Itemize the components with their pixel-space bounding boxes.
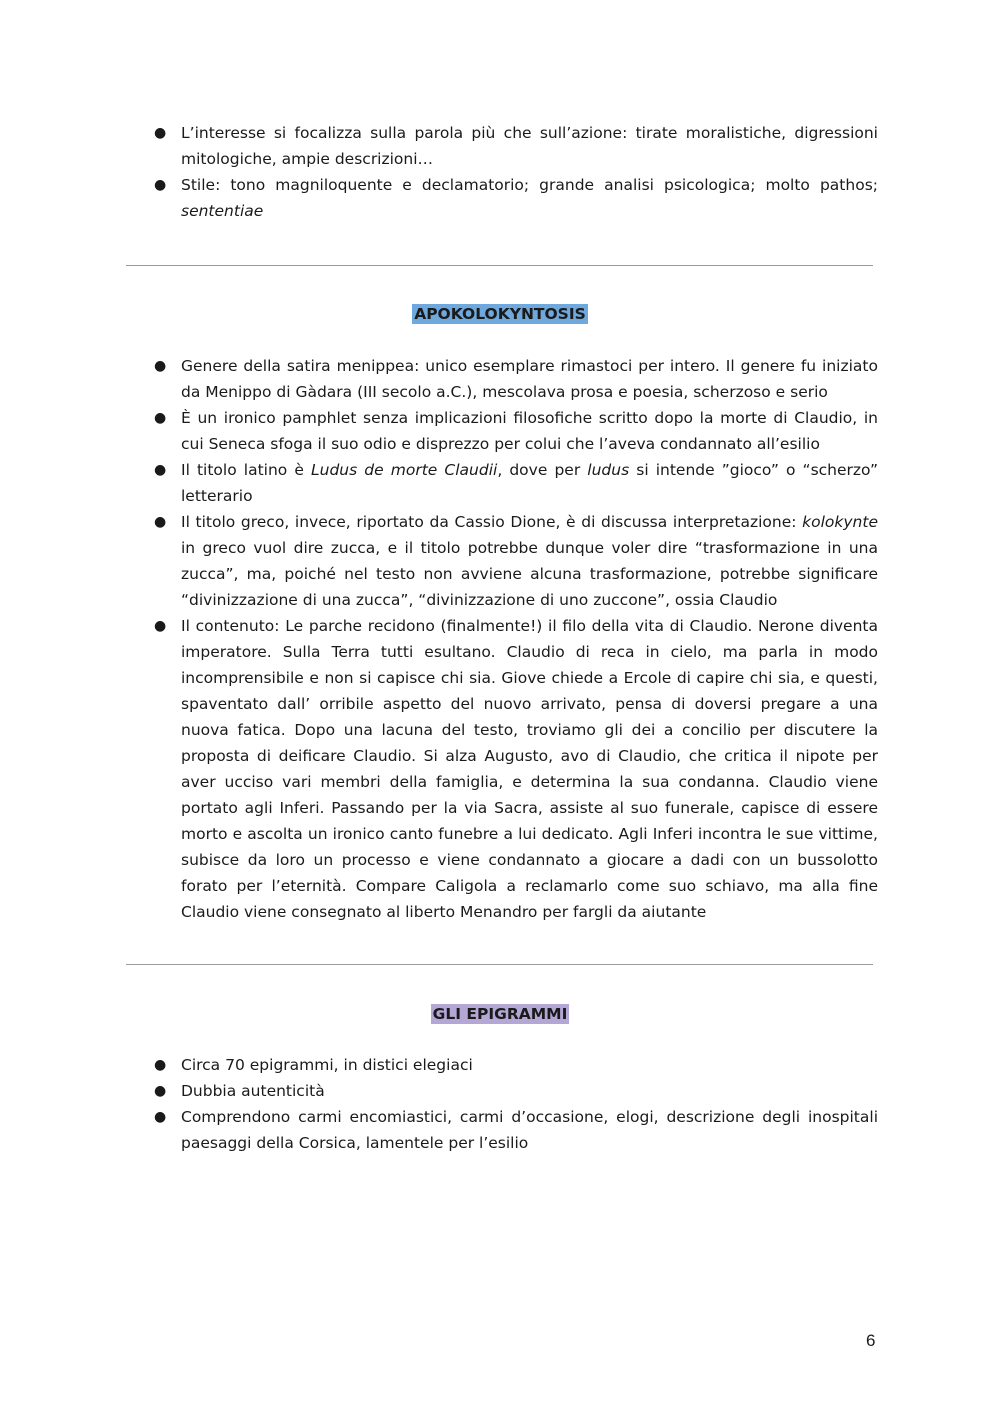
section-heading-apokolokyntosis <box>0 303 1000 325</box>
text-run: Dubbia autenticità <box>181 1082 325 1100</box>
list-item <box>154 457 878 509</box>
intro-list <box>154 120 878 224</box>
text-run: Il contenuto: Le parche recidono (finalmente!) il filo della vita di Claudio. Nerone diventa imperatore. Sulla Terra tutti esultano. Claudio di reca in cielo, ma parla in modo incomprensibile e non si capisce chi sia. Giove chiede a Ercole di capire chi sia, e questi, spaventato dall’ orribile aspetto del nuovo arrivato, pensa di doversi pregare a una nuova fatica. Dopo una lacuna del testo, troviamo gli dei a concilio per discutere la proposta di deificare Claudio. Si alza Augusto, avo di Claudio, che critica il nipote per aver ucciso vari membri della famiglia, e determina la sua condanna. Claudio viene portato agli Inferi. Passando per la via Sacra, assiste al suo funerale, capisce di essere morto e ascolta un ironico canto funebre a lui dedicato. Agli Inferi incontra le sue vittime, subisce da loro un processo e viene condannato a giocare a dadi con un bussolotto forato per l’eternità. Compare Caligola a reclamarlo come suo schiavo, ma alla fine Claudio viene consegnato al liberto Menandro per fargli da aiutante <box>181 617 878 921</box>
bullet-icon: ● <box>154 358 167 374</box>
italic-text: sententiae <box>181 202 264 220</box>
page-number: 6 <box>866 1331 876 1350</box>
text-run: Il titolo greco, invece, riportato da Cassio Dione, è di discussa interpretazione: <box>181 513 803 531</box>
list-item <box>154 172 878 224</box>
section-heading-epigrammi <box>0 1003 1000 1025</box>
section-divider <box>126 265 873 266</box>
italic-text: kolokynte <box>802 513 878 531</box>
list-item <box>154 1052 878 1078</box>
section-divider <box>126 964 873 965</box>
heading-highlight: GLI EPIGRAMMI <box>432 1005 568 1023</box>
bullet-icon: ● <box>154 1057 167 1073</box>
epigrammi-list <box>154 1052 878 1156</box>
text-run: Il titolo latino è <box>181 461 311 479</box>
list-item <box>154 353 878 405</box>
text-run: in greco vuol dire zucca, e il titolo potrebbe dunque voler dire “trasformazione in una zucca”, ma, poiché nel testo non avviene alcuna trasformazione, potrebbe significare “divinizzazione di una zucca”, “divinizzazione di uno zuccone”, ossia Claudio <box>181 539 878 609</box>
list-item <box>154 613 878 925</box>
heading-highlight: APOKOLOKYNTOSIS <box>414 305 586 323</box>
text-run: Comprendono carmi encomiastici, carmi d’occasione, elogi, descrizione degli inospitali paesaggi della Corsica, lamentele per l’esilio <box>181 1108 878 1152</box>
italic-text: Ludus de morte Claudii <box>311 461 498 479</box>
text-run: È un ironico pamphlet senza implicazioni filosofiche scritto dopo la morte di Claudio, in cui Seneca sfoga il suo odio e disprezzo per colui che l’aveva condannato all’esilio <box>181 409 878 453</box>
bullet-icon: ● <box>154 618 167 634</box>
bullet-icon: ● <box>154 462 167 478</box>
bullet-icon: ● <box>154 1109 167 1125</box>
text-run: Circa 70 epigrammi, in distici elegiaci <box>181 1056 473 1074</box>
list-item <box>154 509 878 613</box>
text-run: L’interesse si focalizza sulla parola più che sull’azione: tirate moralistiche, digressioni mitologiche, ampie descrizioni… <box>181 124 878 168</box>
text-run: , dove per <box>497 461 588 479</box>
text-run: Genere della satira menippea: unico esemplare rimastoci per intero. Il genere fu iniziato da Menippo di Gàdara (III secolo a.C.), mescolava prosa e poesia, scherzoso e serio <box>181 357 878 401</box>
list-item <box>154 1078 878 1104</box>
italic-text: ludus <box>587 461 630 479</box>
bullet-icon: ● <box>154 177 167 193</box>
bullet-icon: ● <box>154 125 167 141</box>
list-item <box>154 120 878 172</box>
text-run: Stile: tono magniloquente e declamatorio; grande analisi psicologica; molto pathos; <box>181 176 878 194</box>
apokolokyntosis-list <box>154 353 878 925</box>
list-item <box>154 1104 878 1156</box>
bullet-icon: ● <box>154 514 167 530</box>
text-run: si intende ”gioco” o “scherzo” letterario <box>181 461 878 505</box>
bullet-icon: ● <box>154 1083 167 1099</box>
list-item <box>154 405 878 457</box>
bullet-icon: ● <box>154 410 167 426</box>
